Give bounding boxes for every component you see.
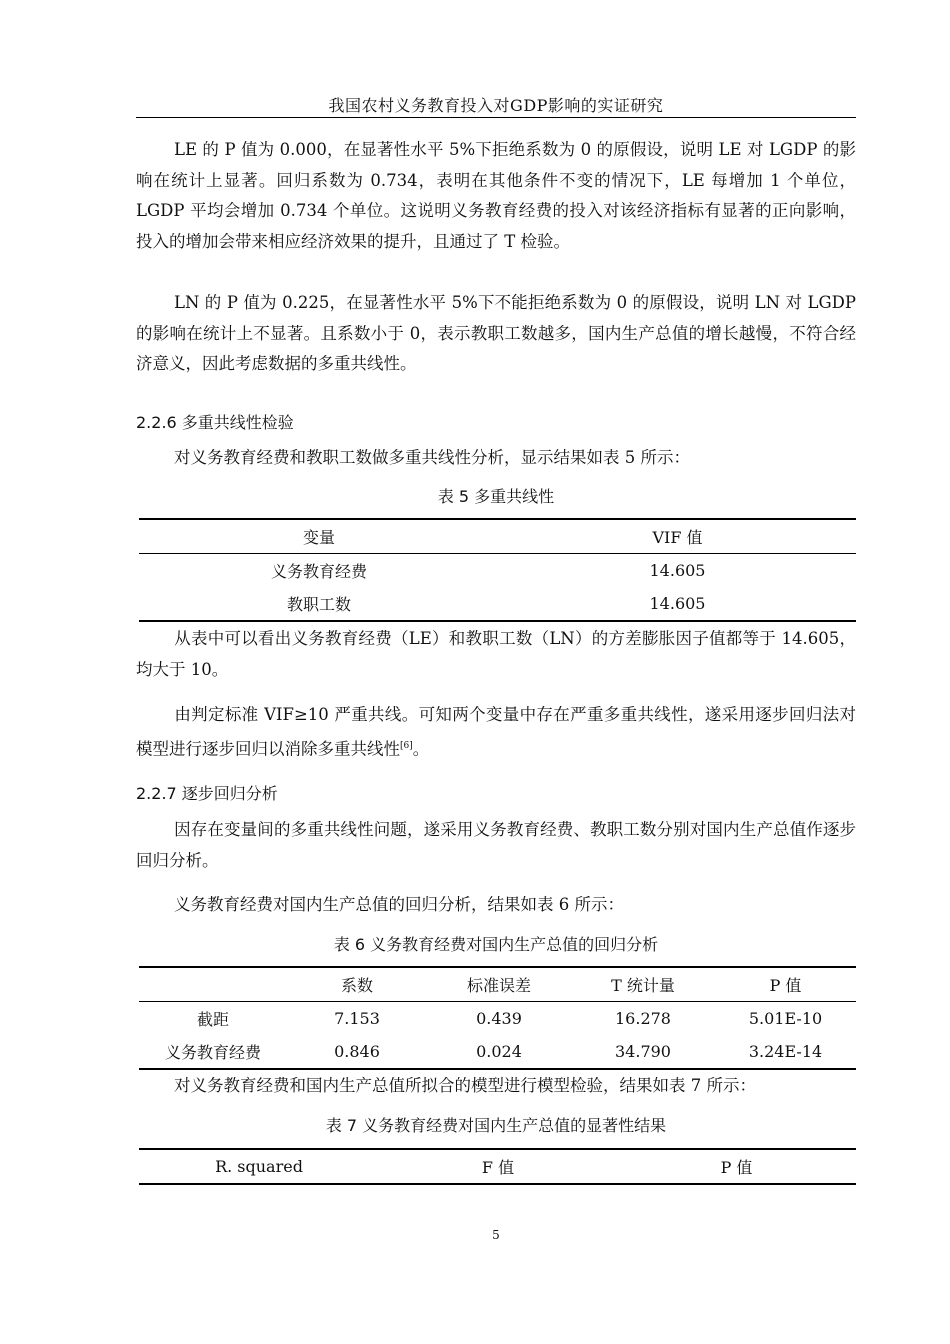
paragraph-text: 从表中可以看出义务教育经费（LE）和教职工数（LN）的方差膨胀因子值都等于 14.605，均大于 10。 <box>136 629 856 679</box>
paragraph-text: 由判定标准 VIF≥10 严重共线。可知两个变量中存在严重多重共线性，遂采用逐步回归法对模型进行逐步回归以消除多重共线性 <box>136 705 856 758</box>
col-header: 变量 <box>302 528 335 547</box>
paragraph-text: 对义务教育经费和教职工数做多重共线性分析，显示结果如表 5 所示： <box>174 448 690 467</box>
table-cell: 7.153 <box>334 1009 380 1028</box>
paragraph-multicollinearity-intro <box>136 443 856 474</box>
col-header: P 值 <box>720 1158 753 1177</box>
table-cell: 义务教育经费 <box>164 1043 261 1062</box>
running-header: 我国农村义务教育投入对GDP影响的实证研究 <box>328 96 664 115</box>
paragraph-table6-intro <box>136 890 856 921</box>
table-cell: 截距 <box>196 1010 229 1029</box>
col-header: VIF 值 <box>652 528 703 547</box>
table-cell: 34.790 <box>615 1042 671 1061</box>
table-header-row <box>139 967 856 1002</box>
header-rule <box>136 117 856 118</box>
paragraph-stepwise-intro <box>136 815 856 876</box>
table5-vif <box>139 518 856 622</box>
table6-caption: 表 6 义务教育经费对国内生产总值的回归分析 <box>333 935 659 954</box>
table-row <box>139 1035 856 1069</box>
col-header: 系数 <box>340 976 373 995</box>
col-header <box>139 967 287 1002</box>
table5-caption: 表 5 多重共线性 <box>437 487 555 506</box>
paragraph-ln-result <box>136 288 856 380</box>
table-row <box>139 1002 856 1036</box>
table-cell: 3.24E-14 <box>748 1042 823 1061</box>
table6-regression <box>139 966 856 1070</box>
table-cell: 14.605 <box>649 594 706 613</box>
page-number: 5 <box>492 1228 500 1242</box>
table-cell: 14.605 <box>649 561 706 580</box>
col-header: R. squared <box>215 1157 303 1176</box>
table7-caption: 表 7 义务教育经费对国内生产总值的显著性结果 <box>325 1116 667 1135</box>
col-header: T 统计量 <box>611 976 675 995</box>
table-row <box>139 587 856 621</box>
paragraph-le-result <box>136 135 856 257</box>
col-header: F 值 <box>481 1158 515 1177</box>
paragraph-table7-intro <box>136 1071 856 1102</box>
table-cell: 0.846 <box>334 1042 380 1061</box>
paragraph-vif-observation <box>136 624 856 685</box>
paragraph-text: 。 <box>412 739 430 758</box>
table-header-row <box>139 519 856 554</box>
paragraph-text: LE 的 P 值为 0.000，在显著性水平 5%下拒绝系数为 0 的原假设，说明 LE 对 LGDP 的影响在统计上显著。回归系数为 0.734，表明在其他条件不变的情况下，LE 每增加 1 个单位，LGDP 平均会增加 0.734 个单位。这说明义务教育经费的投入对该经济指标有显著的正向影响，投入的增加会带来相应经济效果的提升，且通过了 T 检验。 <box>136 140 856 251</box>
table-cell: 义务教育经费 <box>270 562 367 581</box>
table-cell: 教职工数 <box>286 595 351 614</box>
table-cell: 0.439 <box>476 1009 522 1028</box>
citation-ref: [6] <box>400 740 413 751</box>
col-header: P 值 <box>769 976 802 995</box>
table-cell: 5.01E-10 <box>748 1009 823 1028</box>
paragraph-text: 义务教育经费对国内生产总值的回归分析，结果如表 6 所示： <box>174 895 624 914</box>
paragraph-vif-criterion <box>136 700 856 765</box>
table-cell: 16.278 <box>615 1009 671 1028</box>
col-header: 标准误差 <box>466 976 531 995</box>
table-row <box>139 554 856 588</box>
paragraph-text: LN 的 P 值为 0.225，在显著性水平 5%下不能拒绝系数为 0 的原假设，说明 LN 对 LGDP 的影响在统计上不显著。且系数小于 0，表示教职工数越多，国内生产总值的增长越慢，不符合经济意义，因此考虑数据的多重共线性。 <box>136 293 856 373</box>
section-heading-2-2-7: 2.2.7 逐步回归分析 <box>136 784 278 803</box>
paragraph-text: 对义务教育经费和国内生产总值所拟合的模型进行模型检验，结果如表 7 所示： <box>174 1076 756 1095</box>
paragraph-text: 因存在变量间的多重共线性问题，遂采用义务教育经费、教职工数分别对国内生产总值作逐步回归分析。 <box>136 820 856 870</box>
table7-significance <box>139 1148 856 1185</box>
section-heading-2-2-6: 2.2.6 多重共线性检验 <box>136 413 294 432</box>
table-cell: 0.024 <box>476 1042 522 1061</box>
table-header-row <box>139 1149 856 1184</box>
